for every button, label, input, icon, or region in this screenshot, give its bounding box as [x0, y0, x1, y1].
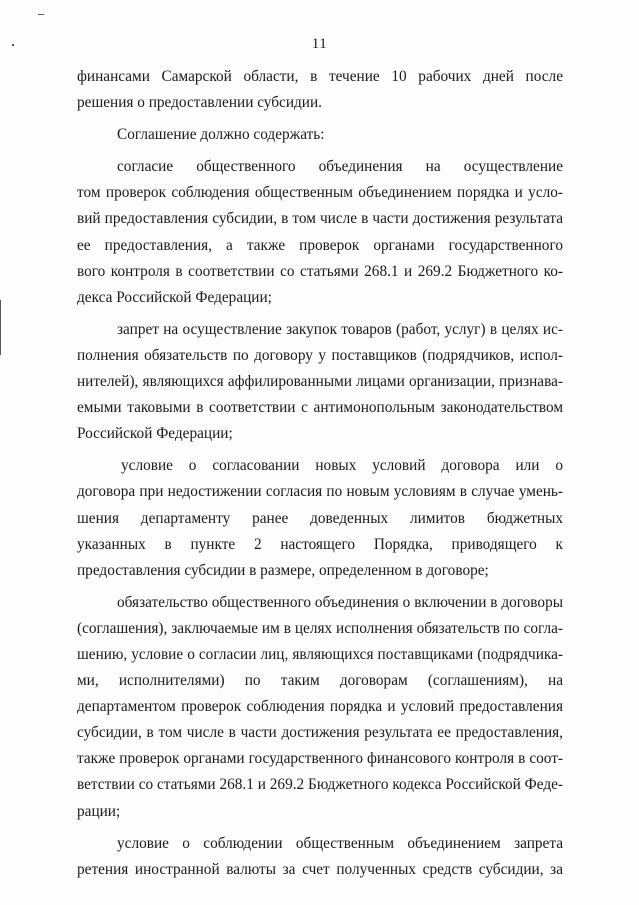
text-line: Российской Федерации; [77, 425, 233, 443]
text-line: ретения иностранной валюты за счет полученных средств субсидии, за [77, 860, 563, 878]
text-line: обязательство общественного объединения о включении в договоры [117, 593, 563, 611]
text-line: емыми таковыми в соответствии с антимонопольным законодательством [77, 399, 563, 417]
text-line: предоставления субсидии в размере, определенном в договоре; [77, 561, 489, 579]
text-line: шению, условие о согласии лиц, являющихся поставщиками (подрядчика- [77, 645, 563, 663]
text-line: вого контроля в соответствии со статьями 268.1 и 269.2 Бюджетного ко- [77, 262, 563, 280]
text-line: условие о согласовании новых условий договора или о [121, 457, 563, 475]
text-line: ми, исполнителями) по таким договорам (соглашениям), на [77, 672, 563, 690]
text-line: запрет на осуществление закупок товаров (работ, услуг) в целях ис- [117, 320, 563, 338]
text-line: решения о предоставлении субсидии. [77, 94, 322, 112]
text-line: финансами Самарской области, в течение 10 рабочих дней после [77, 68, 563, 85]
text-line: субсидии, в том числе в части достижения результата ее предоставления, [77, 724, 563, 742]
text-line: договора при недостижении согласия по новым условиям в случае умень- [77, 483, 563, 501]
text-line: том проверок соблюдения общественным объединением порядка и усло- [77, 184, 563, 202]
page-number: 11 [311, 36, 328, 52]
text-line: указанных в пункте 2 настоящего Порядка, приводящего к [77, 535, 563, 553]
text-line: Соглашение должно содержать: [117, 126, 325, 144]
text-line: (соглашения), заключаемые им в целях исполнения обязательств по согла- [77, 619, 563, 637]
text-line: ее предоставления, а также проверок органами государственного [77, 236, 563, 254]
text-line: нителей), являющихся аффилированными лицами организации, признава- [77, 373, 563, 391]
scan-dash-mark [38, 14, 44, 15]
text-line: согласие общественного объединения на осуществление [117, 158, 563, 176]
scan-edge-line [0, 300, 1, 355]
text-line: декса Российской Федерации; [77, 288, 272, 306]
text-line: условие о соблюдении общественным объединением запрета [117, 834, 563, 852]
text-line: ветствии со статьями 268.1 и 269.2 Бюджетного кодекса Российской Феде- [77, 776, 563, 794]
document-body [77, 64, 563, 883]
text-line: шения департаменту ранее доведенных лимитов бюджетных [77, 509, 563, 527]
text-line: рации; [77, 802, 121, 820]
text-line: полнения обязательств по договору у поставщиков (подрядчиков, испол- [77, 346, 563, 364]
text-line: вий предоставления субсидии, в том числе в части достижения результата [77, 210, 563, 228]
text-line: также проверок органами государственного финансового контроля в соот- [77, 750, 563, 768]
text-line: департаментом проверок соблюдения порядка и условий предоставления [77, 698, 563, 716]
